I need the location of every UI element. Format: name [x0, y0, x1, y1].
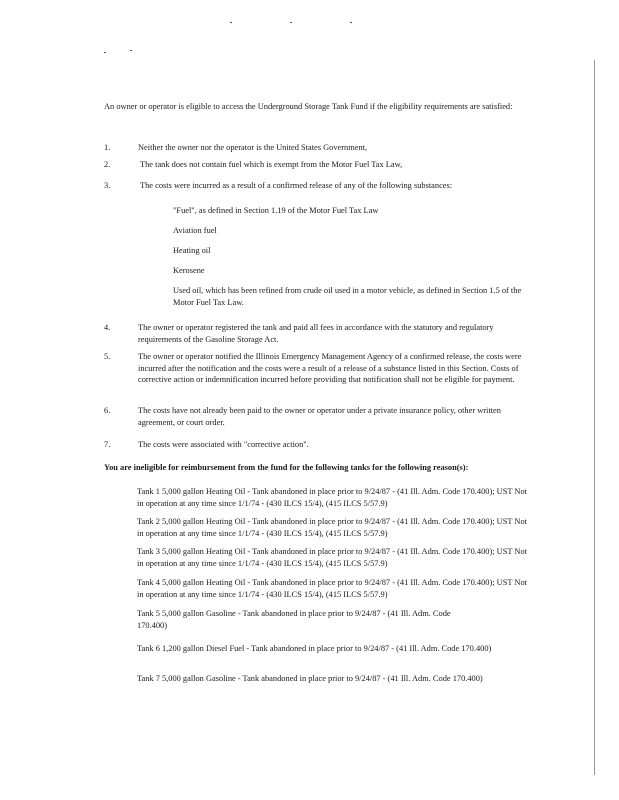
- tank-entry: Tank 7 5,000 gallon Gasoline - Tank abandoned in place prior to 9/24/87 - (41 Ill. Adm. Code 170.400): [137, 674, 483, 683]
- requirement-number: 2.: [104, 160, 111, 169]
- requirement-number: 4.: [104, 323, 111, 332]
- scan-speck: [104, 52, 106, 53]
- tank-entry: Tank 6 1,200 gallon Diesel Fuel - Tank abandoned in place prior to 9/24/87 - (41 Ill. Adm. Code 170.400): [137, 644, 492, 653]
- substance-item: Used oil, which has been refined from crude oil used in a motor vehicle, as defined in Section 1.5 of the Motor Fuel Tax Law.: [173, 286, 522, 307]
- scan-speck: [230, 22, 232, 23]
- ineligible-heading: You are ineligible for reimbursement from the fund for the following tanks for the following reason(s):: [104, 463, 469, 472]
- requirement-text: The costs were associated with "corrective action".: [138, 440, 309, 449]
- tank-entry: Tank 1 5,000 gallon Heating Oil - Tank abandoned in place prior to 9/24/87 - (41 Ill. Adm. Code 170.400); UST Not in operation at any time since 1/1/74 - (430 ILCS 15/4), (415 ILCS 5/57.9): [137, 487, 527, 508]
- intro-paragraph: An owner or operator is eligible to access the Underground Storage Tank Fund if the eligibility requirements are satisfied:: [104, 102, 513, 111]
- requirement-number: 6.: [104, 406, 111, 415]
- requirement-text: The owner or operator notified the Illinois Emergency Management Agency of a confirmed release, the costs were incurred after the notification and the costs were a result of a release of a substance listed in this Section. Costs of corrective action or indemnification incurred before providing that notification shall not be eligible for payment.: [138, 352, 522, 385]
- tank-entry: Tank 3 5,000 gallon Heating Oil - Tank abandoned in place prior to 9/24/87 - (41 Ill. Adm. Code 170.400); UST Not in operation at any time since 1/1/74 - (430 ILCS 15/4), (415 ILCS 5/57.9): [137, 547, 527, 568]
- requirement-number: 3.: [104, 181, 111, 190]
- substance-item: Kerosene: [173, 266, 205, 275]
- substance-item: Heating oil: [173, 246, 211, 255]
- requirement-text: The owner or operator registered the tank and paid all fees in accordance with the statutory and regulatory requirements of the Gasoline Storage Act.: [138, 323, 494, 344]
- scan-edge: [594, 60, 595, 775]
- substance-item: Aviation fuel: [173, 226, 217, 235]
- scan-speck: [290, 22, 292, 23]
- requirement-number: 7.: [104, 440, 111, 449]
- requirement-number: 1.: [104, 143, 111, 152]
- tank-entry: Tank 4 5,000 gallon Heating Oil - Tank abandoned in place prior to 9/24/87 - (41 Ill. Adm. Code 170.400); UST Not in operation at any time since 1/1/74 - (430 ILCS 15/4), (415 ILCS 5/57.9): [137, 578, 527, 599]
- requirement-text: The tank does not contain fuel which is exempt from the Motor Fuel Tax Law,: [140, 160, 403, 169]
- substance-item: "Fuel", as defined in Section 1.19 of the Motor Fuel Tax Law: [173, 206, 379, 215]
- scan-speck: [130, 50, 132, 51]
- requirement-text: Neither the owner nor the operator is the United States Government,: [138, 143, 368, 152]
- tank-entry: Tank 5 5,000 gallon Gasoline - Tank abandoned in place prior to 9/24/87 - (41 Ill. Adm. Code 170.400): [137, 609, 451, 630]
- requirement-text: The costs were incurred as a result of a confirmed release of any of the following substances:: [140, 181, 453, 190]
- requirement-text: The costs have not already been paid to the owner or operator under a private insurance policy, other written agreement, or court order.: [138, 406, 501, 427]
- scan-speck: [350, 22, 352, 23]
- tank-entry: Tank 2 5,000 gallon Heating Oil - Tank abandoned in place prior to 9/24/87 - (41 Ill. Adm. Code 170.400); UST Not in operation at any time since 1/1/74 - (430 ILCS 15/4), (415 ILCS 5/57.9): [137, 517, 527, 538]
- requirement-number: 5.: [104, 352, 111, 361]
